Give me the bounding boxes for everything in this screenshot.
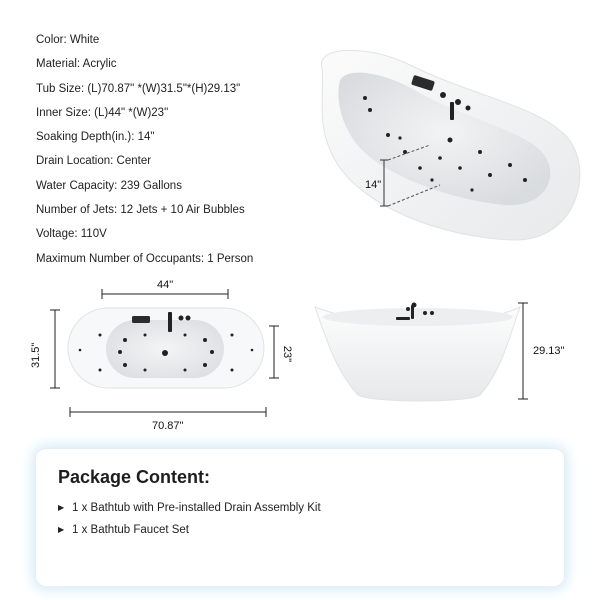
inner-length-label: 44" <box>157 279 174 291</box>
spec-drain-location: Drain Location: Center <box>36 155 152 168</box>
spec-occupants: Maximum Number of Occupants: 1 Person <box>36 252 254 265</box>
tub-top-view-image <box>40 280 290 430</box>
package-content-card <box>36 449 564 586</box>
spec-tub-size: Tub Size: (L)70.87" *(W)31.5"*(H)29.13" <box>36 82 241 95</box>
outer-width-label: 31.5" <box>30 342 42 368</box>
inner-width-label: 23" <box>281 345 294 363</box>
spec-soaking-depth: Soaking Depth(in.): 14" <box>36 131 155 144</box>
spec-jets: Number of Jets: 12 Jets + 10 Air Bubbles <box>36 204 245 217</box>
tub-side-view-image <box>310 295 570 410</box>
bullet-arrow-icon: ▶ <box>58 525 65 534</box>
bullet-arrow-icon: ▶ <box>58 503 65 512</box>
package-content-title: Package Content: <box>58 467 211 487</box>
package-item-label: 1 x Bathtub with Pre-installed Drain Assembly Kit <box>72 502 321 514</box>
soaking-depth-label: 14" <box>365 179 382 191</box>
spec-water-capacity: Water Capacity: 239 Gallons <box>36 179 182 192</box>
tub-perspective-image <box>300 40 600 250</box>
spec-color: Color: White <box>36 34 100 46</box>
package-item <box>58 502 321 514</box>
spec-inner-size: Inner Size: (L)44" *(W)23" <box>36 106 169 119</box>
spec-material: Material: Acrylic <box>36 58 117 71</box>
spec-list <box>36 33 336 276</box>
package-item <box>58 524 189 536</box>
height-label: 29.13" <box>533 345 565 357</box>
package-item-label: 1 x Bathtub Faucet Set <box>72 524 189 536</box>
spec-voltage: Voltage: 110V <box>36 228 107 241</box>
outer-length-label: 70.87" <box>152 420 184 432</box>
